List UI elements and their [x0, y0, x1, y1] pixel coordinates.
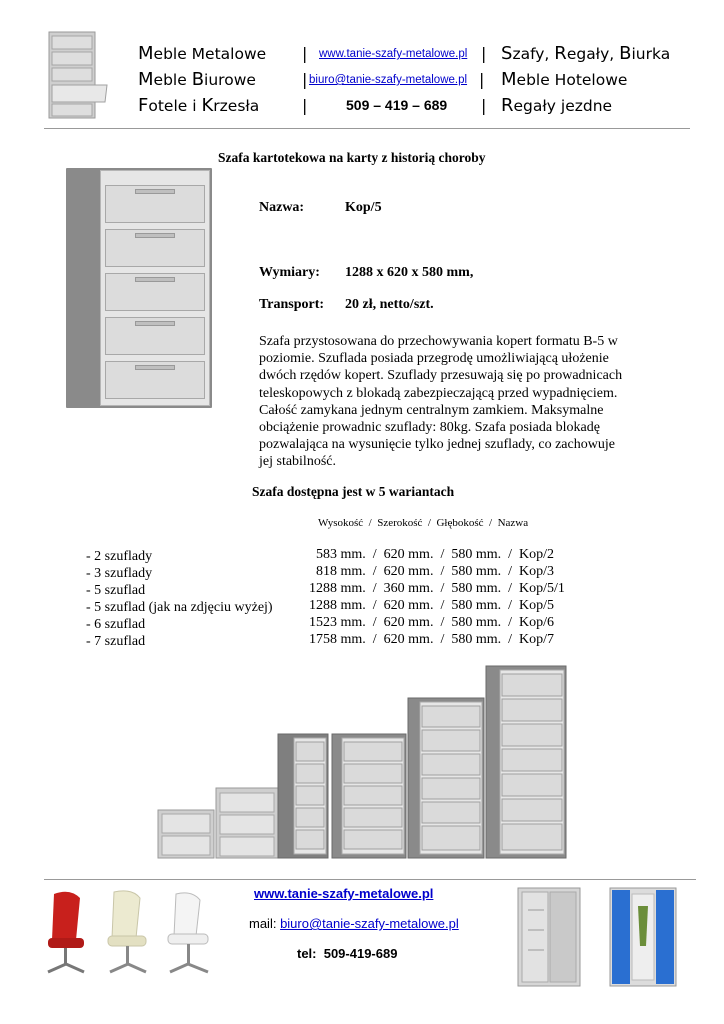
- header-separator: |: [481, 96, 487, 115]
- header-row-3-left: Fotele i Krzesła: [138, 95, 260, 116]
- header-row-3-right: Regały jezdne: [501, 95, 613, 116]
- description: [259, 333, 659, 471]
- variant-values: 1288 mm. / 360 mm. / 580 mm. / Kop/5/1: [309, 581, 565, 596]
- transport-value: 20 zł, netto/szt.: [345, 297, 434, 312]
- variants-header: Wysokość / Szerokość / Głębokość / Nazwa: [318, 517, 529, 529]
- cabinet-variants-image: [156, 664, 570, 860]
- variant-label: - 5 szuflad: [86, 583, 146, 598]
- footer-email-link[interactable]: biuro@tanie-szafy-metalowe.pl: [280, 916, 459, 931]
- footer-phone: tel: 509-419-689: [297, 946, 398, 961]
- transport-label: Transport:: [259, 297, 325, 312]
- header-phone: 509 – 419 – 689: [346, 97, 448, 113]
- dimensions-value: 1288 x 620 x 580 mm,: [345, 265, 474, 280]
- header-cabinet-image: [47, 30, 109, 120]
- variant-label: - 7 szuflad: [86, 634, 146, 649]
- variant-values: 583 mm. / 620 mm. / 580 mm. / Kop/2: [316, 547, 555, 562]
- page-title: Szafa kartotekowa na karty z historią choroby: [218, 150, 486, 165]
- name-value: Kop/5: [345, 200, 382, 215]
- header-separator: |: [302, 44, 308, 63]
- footer-mail-label: mail:: [249, 916, 281, 931]
- description-line: obciążenie prowadnic szuflady: 80kg. Szafa posiada blokadę: [259, 420, 600, 436]
- description-line: pozwalająca na wysunięcie tylko jednej szuflady, co zachowuje: [259, 437, 615, 453]
- header-separator: |: [302, 70, 308, 89]
- header-row-2-right: Meble Hotelowe: [501, 69, 628, 90]
- header-email-link[interactable]: biuro@tanie-szafy-metalowe.pl: [309, 74, 468, 86]
- variant-values: 1758 mm. / 620 mm. / 580 mm. / Kop/7: [309, 632, 555, 647]
- header-divider: [44, 128, 690, 129]
- header-separator: |: [481, 44, 487, 63]
- description-line: teleskopowych z blokadą zabezpieczającą przed wypadnięciem.: [259, 385, 618, 401]
- footer-divider: [44, 879, 696, 880]
- variant-row: [86, 581, 646, 598]
- header-row-1-left: Meble Metalowe: [138, 43, 267, 64]
- name-label: Nazwa:: [259, 200, 305, 215]
- header-row-1-right: Szafy, Regały, Biurka: [501, 43, 671, 64]
- description-line: poziomie. Szuflada posiada przegrodę umożliwiającą ułożenie: [259, 351, 609, 367]
- header-row-2-left: Meble Biurowe: [138, 69, 256, 90]
- variant-values: 818 mm. / 620 mm. / 580 mm. / Kop/3: [316, 564, 555, 579]
- description-line: jej stabilność.: [259, 454, 336, 470]
- variant-label: - 3 szuflady: [86, 566, 153, 581]
- description-line: dwóch rzędów kopert. Szuflady przesuwają się po prowadnicach: [259, 368, 623, 384]
- header-separator: |: [302, 96, 308, 115]
- variant-row: [86, 564, 646, 581]
- variant-row: [86, 632, 646, 649]
- variants-table: [86, 547, 646, 649]
- footer-chairs-image: [40, 888, 230, 980]
- variant-label: - 6 szuflad: [86, 617, 146, 632]
- footer-lockers-image: [514, 886, 682, 990]
- description-line: Całość zamykana jednym centralnym zamkiem. Maksymalne: [259, 402, 604, 418]
- variant-label: - 5 szuflad (jak na zdjęciu wyżej): [86, 600, 273, 615]
- variants-title: Szafa dostępna jest w 5 wariantach: [252, 484, 455, 499]
- footer-website-link[interactable]: www.tanie-szafy-metalowe.pl: [254, 886, 434, 901]
- variant-values: 1523 mm. / 620 mm. / 580 mm. / Kop/6: [309, 615, 555, 630]
- variant-row: [86, 615, 646, 632]
- header-separator: |: [479, 70, 485, 89]
- variant-row: [86, 598, 646, 615]
- variant-label: - 2 szuflady: [86, 549, 153, 564]
- main-cabinet-image: [66, 168, 212, 408]
- footer-mail: [249, 916, 459, 931]
- variant-row: [86, 547, 646, 564]
- description-line: Szafa przystosowana do przechowywania kopert formatu B-5 w: [259, 334, 618, 349]
- dimensions-label: Wymiary:: [259, 265, 320, 280]
- variant-values: 1288 mm. / 620 mm. / 580 mm. / Kop/5: [309, 598, 555, 613]
- header-website-link[interactable]: www.tanie-szafy-metalowe.pl: [319, 48, 468, 60]
